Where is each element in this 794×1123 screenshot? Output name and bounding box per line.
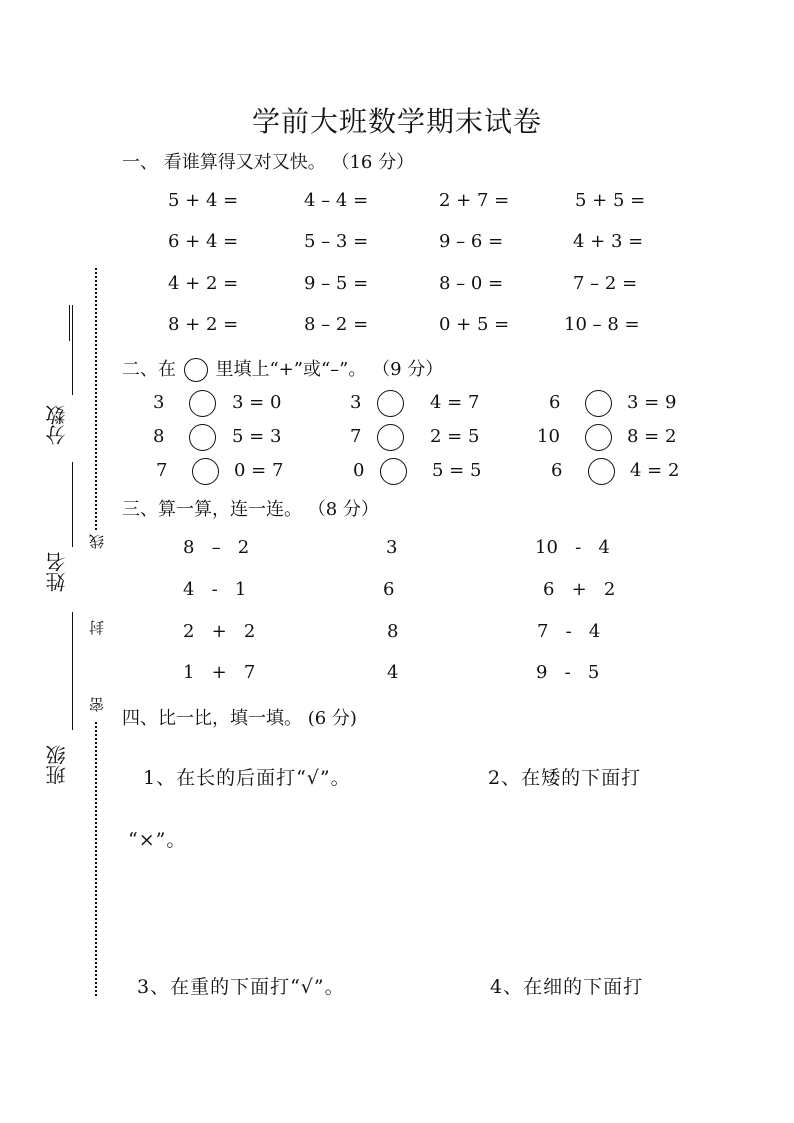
section3-middle-answer[interactable]: 3 <box>386 537 398 558</box>
section1-equation: 9 – 6 = <box>439 231 504 252</box>
section3-right-expression[interactable]: 9 - 5 <box>536 662 600 683</box>
section3-right-expression[interactable]: 10 - 4 <box>535 537 610 558</box>
section3-left-expression[interactable]: 2 + 2 <box>183 621 256 642</box>
score-line-top <box>69 305 70 341</box>
section2-result: 5 = 3 <box>232 426 282 447</box>
answer-circle[interactable] <box>377 390 404 417</box>
seal-char-feng: 封 <box>88 620 106 635</box>
section2-result: 3 = 0 <box>232 392 282 413</box>
section1-equation: 5 + 4 = <box>168 190 239 211</box>
seal-dotted-line-top <box>95 268 97 530</box>
answer-circle[interactable] <box>189 424 216 451</box>
section3-left-expression[interactable]: 8 – 2 <box>183 537 250 558</box>
section2-operand: 7 <box>156 460 168 481</box>
section1-equation: 8 – 0 = <box>439 273 504 294</box>
seal-char-mi: 密 <box>88 697 106 712</box>
section3-heading: 三、算一算，连一连。 （8 分） <box>122 499 379 520</box>
section3-left-expression[interactable]: 4 - 1 <box>183 579 247 600</box>
section1-equation: 6 + 4 = <box>168 231 239 252</box>
section2-result: 3 = 9 <box>627 392 677 413</box>
section1-equation: 0 + 5 = <box>439 314 510 335</box>
question-1: 1、在长的后面打“√”。 <box>143 767 351 789</box>
section2-heading-pre: 二、在 <box>122 359 176 380</box>
page-title: 学前大班数学期末试卷 <box>251 105 542 138</box>
question-4: 4、在细的下面打 <box>490 976 644 998</box>
section1-heading: 一、 看谁算得又对又快。 （16 分） <box>122 152 415 173</box>
section2-heading <box>122 355 443 382</box>
answer-circle[interactable] <box>189 390 216 417</box>
section1-equation: 4 + 3 = <box>573 231 644 252</box>
section2-operand: 10 <box>537 426 560 447</box>
section2-operand: 3 <box>153 392 165 413</box>
section1-equation: 8 + 2 = <box>168 314 239 335</box>
score-label: 分数 <box>45 405 69 445</box>
question-2: 2、在矮的下面打 <box>488 767 642 789</box>
seal-dotted-line-bottom <box>95 722 97 996</box>
section1-equation: 2 + 7 = <box>439 190 510 211</box>
question-2-continuation: “×”。 <box>128 829 187 851</box>
section2-operand: 6 <box>551 460 563 481</box>
section3-left-expression[interactable]: 1 + 7 <box>183 662 256 683</box>
section2-heading-post: 里填上“+”或“–”。 （9 分） <box>215 359 444 380</box>
answer-circle[interactable] <box>585 390 612 417</box>
section3-right-expression[interactable]: 6 + 2 <box>543 579 616 600</box>
answer-circle[interactable] <box>377 424 404 451</box>
score-underline <box>72 305 73 395</box>
answer-circle[interactable] <box>192 458 219 485</box>
section3-middle-answer[interactable]: 6 <box>383 579 395 600</box>
name-label: 姓名 <box>45 552 69 592</box>
answer-circle[interactable] <box>585 424 612 451</box>
section3-middle-answer[interactable]: 8 <box>387 621 399 642</box>
name-underline <box>72 462 73 547</box>
section2-result: 4 = 2 <box>630 460 680 481</box>
section1-equation: 4 + 2 = <box>168 273 239 294</box>
section2-operand: 6 <box>549 392 561 413</box>
answer-circle[interactable] <box>588 458 615 485</box>
class-underline <box>72 612 73 730</box>
section2-result: 5 = 5 <box>432 460 482 481</box>
section3-middle-answer[interactable]: 4 <box>387 662 399 683</box>
section2-operand: 0 <box>353 460 365 481</box>
section2-operand: 8 <box>153 426 165 447</box>
section2-result: 0 = 7 <box>234 460 284 481</box>
question-3: 3、在重的下面打“√”。 <box>137 976 345 998</box>
seal-char-xian: 线 <box>88 534 106 549</box>
section1-equation: 5 – 3 = <box>304 231 369 252</box>
section1-equation: 5 + 5 = <box>575 190 646 211</box>
class-label: 班级 <box>45 745 69 785</box>
section1-equation: 9 – 5 = <box>304 273 369 294</box>
answer-circle[interactable] <box>380 458 407 485</box>
section2-result: 8 = 2 <box>627 426 677 447</box>
section2-result: 2 = 5 <box>430 426 480 447</box>
section1-equation: 7 – 2 = <box>573 273 638 294</box>
section4-heading: 四、比一比，填一填。 (6 分) <box>122 708 357 729</box>
section1-equation: 8 – 2 = <box>304 314 369 335</box>
section2-result: 4 = 7 <box>430 392 480 413</box>
section1-equation: 4 – 4 = <box>304 190 369 211</box>
section2-operand: 7 <box>350 426 362 447</box>
section3-right-expression[interactable]: 7 - 4 <box>537 621 601 642</box>
section1-equation: 10 – 8 = <box>564 314 640 335</box>
section2-operand: 3 <box>350 392 362 413</box>
blank-circle-icon <box>184 358 208 382</box>
